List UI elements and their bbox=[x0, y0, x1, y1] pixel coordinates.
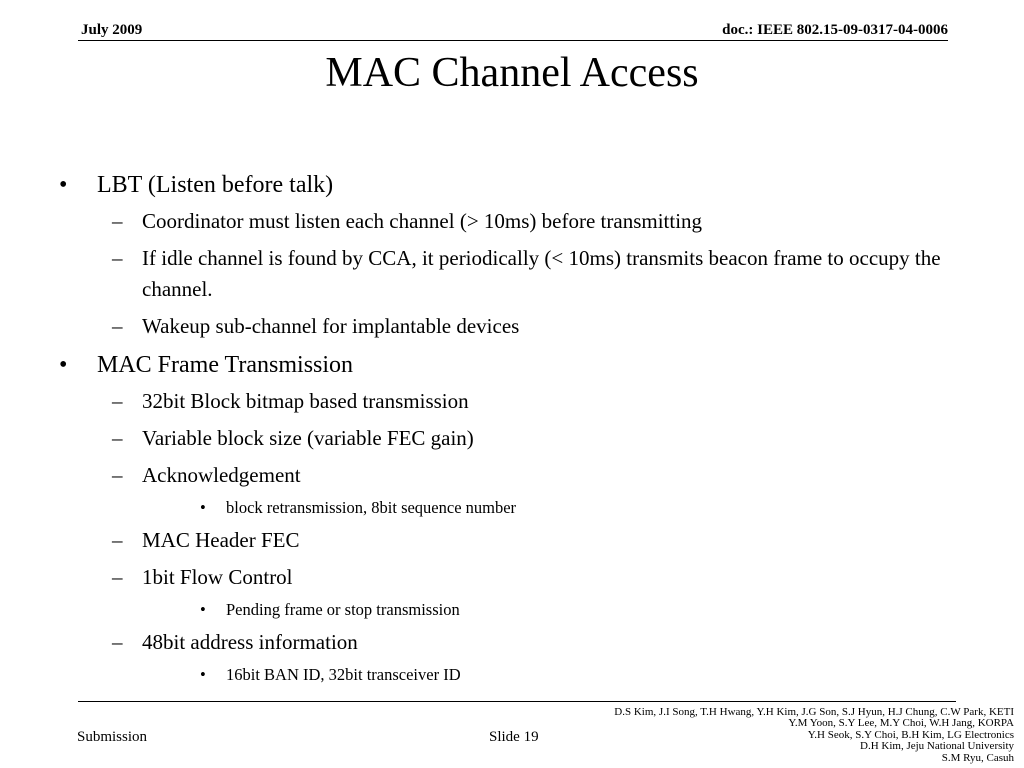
footer-author-line: S.M Ryu, Casuh bbox=[941, 751, 1014, 764]
sub-sub-bullet-list bbox=[142, 497, 988, 519]
header-divider bbox=[78, 40, 948, 41]
sub-sub-bullet-item bbox=[142, 599, 988, 621]
bullet-marker: – bbox=[112, 426, 123, 450]
bullet-marker: • bbox=[59, 352, 68, 378]
sub-bullet-list bbox=[97, 206, 988, 342]
sub-bullet-item bbox=[97, 386, 988, 417]
sub-bullet-item bbox=[97, 423, 988, 454]
footer-slide-number: Slide 19 bbox=[489, 729, 539, 745]
footer-author-line: D.H Kim, Jeju National University bbox=[860, 740, 1014, 753]
sub-sub-bullet-list bbox=[142, 664, 988, 686]
sub-bullet-item-text: Coordinator must listen each channel (> 10ms) before transmitting bbox=[142, 209, 703, 233]
sub-sub-bullet-list bbox=[142, 599, 988, 621]
sub-bullet-list bbox=[97, 386, 988, 686]
footer-divider bbox=[78, 701, 956, 702]
sub-bullet-item bbox=[97, 525, 988, 556]
bullet-marker: • bbox=[200, 665, 206, 684]
bullet-item-text: LBT (Listen before talk) bbox=[97, 172, 334, 198]
bullet-marker: • bbox=[200, 498, 206, 517]
sub-bullet-item-text: 1bit Flow Control bbox=[142, 565, 293, 589]
sub-bullet-item-text: Variable block size (variable FEC gain) bbox=[142, 426, 474, 450]
bullet-marker: – bbox=[112, 565, 123, 589]
bullet-item bbox=[58, 170, 988, 342]
sub-sub-bullet-item bbox=[142, 664, 988, 686]
sub-bullet-item-text: 48bit address information bbox=[142, 630, 358, 654]
sub-sub-bullet-item-text: Pending frame or stop transmission bbox=[226, 600, 460, 619]
sub-sub-bullet-item bbox=[142, 497, 988, 519]
bullet-marker: – bbox=[112, 463, 123, 487]
sub-bullet-item bbox=[97, 627, 988, 686]
sub-bullet-item-text: MAC Header FEC bbox=[142, 528, 300, 552]
footer-author-line: D.S Kim, J.I Song, T.H Hwang, Y.H Kim, J.G Son, S.J Hyun, H.J Chung, C.W Park, KETI bbox=[614, 706, 1014, 718]
bullet-marker: – bbox=[112, 630, 123, 654]
bullet-item-text: MAC Frame Transmission bbox=[97, 352, 354, 378]
sub-sub-bullet-item-text: 16bit BAN ID, 32bit transceiver ID bbox=[226, 665, 461, 684]
sub-sub-bullet-item-text: block retransmission, 8bit sequence number bbox=[226, 498, 517, 517]
sub-bullet-item bbox=[97, 206, 988, 237]
sub-bullet-item-text: Acknowledgement bbox=[142, 463, 301, 487]
footer-submission-label: Submission bbox=[77, 729, 148, 745]
sub-bullet-item-text: If idle channel is found by CCA, it periodically (< 10ms) transmits beacon frame to occupy the channel. bbox=[142, 246, 941, 301]
sub-bullet-item bbox=[97, 460, 988, 519]
sub-bullet-item-text: 32bit Block bitmap based transmission bbox=[142, 389, 469, 413]
header-doc-id: doc.: IEEE 802.15-09-0317-04-0006 bbox=[722, 22, 948, 38]
slide-title: MAC Channel Access bbox=[325, 50, 699, 96]
bullet-marker: – bbox=[112, 209, 123, 233]
slide-content-list bbox=[58, 170, 988, 686]
bullet-marker: – bbox=[112, 314, 123, 338]
sub-bullet-item-text: Wakeup sub-channel for implantable devices bbox=[142, 314, 520, 338]
footer-author-line: Y.M Yoon, S.Y Lee, M.Y Choi, W.H Jang, KORPA bbox=[788, 717, 1014, 730]
footer-author-line: Y.H Seok, S.Y Choi, B.H Kim, LG Electronics bbox=[807, 728, 1014, 741]
bullet-marker: – bbox=[112, 389, 123, 413]
bullet-marker: – bbox=[112, 246, 123, 270]
sub-bullet-item bbox=[97, 243, 988, 305]
footer-authors bbox=[614, 707, 1014, 764]
sub-bullet-item bbox=[97, 311, 988, 342]
header-date: July 2009 bbox=[81, 22, 143, 38]
bullet-marker: • bbox=[200, 600, 206, 619]
sub-bullet-item bbox=[97, 562, 988, 621]
bullet-marker: – bbox=[112, 528, 123, 552]
bullet-item bbox=[58, 350, 988, 686]
bullet-marker: • bbox=[59, 172, 68, 198]
